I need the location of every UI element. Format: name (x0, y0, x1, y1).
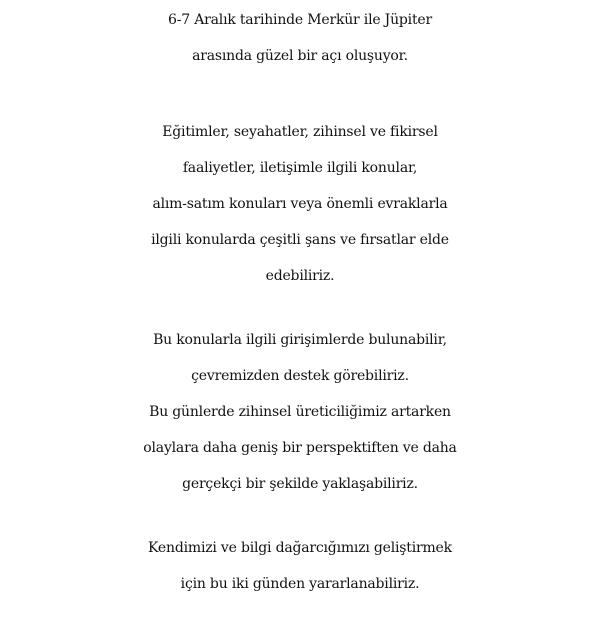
paragraph-initiatives (0, 322, 600, 502)
text-line: faaliyetler, iletişimle ilgili konular, (182, 160, 418, 176)
paragraph-mercury-jupiter-aspect (0, 2, 600, 74)
paragraph-self-development (0, 530, 600, 602)
text-line: gerçekçi bir şekilde yaklaşabiliriz. (182, 476, 418, 492)
text-line: arasında güzel bir açı oluşuyor. (192, 48, 408, 64)
text-line: olaylara daha geniş bir perspektiften ve daha (143, 440, 457, 456)
text-line: 6-7 Aralık tarihinde Merkür ile Jüpiter (168, 12, 432, 28)
text-line: edebiliriz. (265, 268, 335, 284)
text-line: Bu günlerde zihinsel üreticiliğimiz artarken (149, 404, 451, 420)
text-line: çevremizden destek görebiliriz. (191, 368, 409, 384)
paragraph-opportunities (0, 114, 600, 294)
text-line: için bu iki günden yararlanabiliriz. (180, 576, 420, 592)
text-line: Kendimizi ve bilgi dağarcığımızı geliştirmek (148, 540, 452, 556)
text-line: alım-satım konuları veya önemli evraklarla (152, 196, 448, 212)
text-line: Bu konularla ilgili girişimlerde bulunabilir, (153, 332, 447, 348)
text-line: Eğitimler, seyahatler, zihinsel ve fikirsel (162, 124, 438, 140)
text-line: ilgili konularda çeşitli şans ve fırsatlar elde (151, 232, 449, 248)
